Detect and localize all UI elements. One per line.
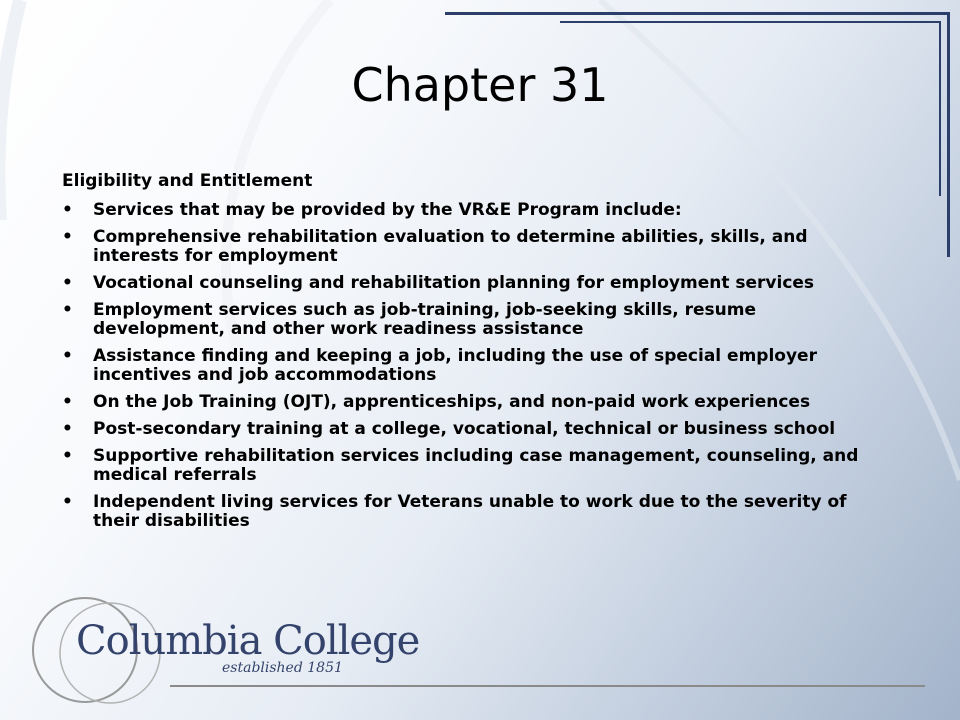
bullet-glyph: •: [62, 200, 73, 220]
frame-line-right-outer: [947, 12, 950, 257]
bullet-item: [62, 228, 892, 266]
bullet-text: Post-secondary training at a college, vocational, technical or business school: [93, 419, 836, 439]
bullet-item: [62, 420, 892, 439]
bullet-glyph: •: [62, 227, 73, 247]
bullet-glyph: •: [62, 392, 73, 412]
logo-tagline: established 1851: [222, 660, 343, 676]
bullet-text: Assistance finding and keeping a job, including the use of special employer incentives and job accommodations: [93, 346, 817, 385]
bullet-item: [62, 493, 892, 531]
bullet-glyph: •: [62, 300, 73, 320]
bullet-text: Services that may be provided by the VR&E Program include:: [93, 200, 682, 220]
logo-wordmark: Columbia College: [76, 618, 420, 664]
bullet-item: [62, 447, 892, 485]
bullet-text: Vocational counseling and rehabilitation planning for employment services: [93, 273, 815, 293]
bullet-glyph: •: [62, 492, 73, 512]
frame-line-top-inner: [560, 21, 941, 23]
bullet-item: [62, 274, 892, 293]
bullet-text: On the Job Training (OJT), apprenticeships, and non-paid work experiences: [93, 392, 811, 412]
bullet-text: Comprehensive rehabilitation evaluation to determine abilities, skills, and interests for employment: [93, 227, 808, 266]
bullet-text: Independent living services for Veterans unable to work due to the severity of their disabilities: [93, 492, 847, 531]
bullet-item: [62, 347, 892, 385]
bullet-text: Supportive rehabilitation services including case management, counseling, and medical referrals: [93, 446, 859, 485]
bullet-item: [62, 301, 892, 339]
section-heading: Eligibility and Entitlement: [62, 171, 313, 191]
bullet-item: [62, 393, 892, 412]
bottom-divider: [170, 685, 925, 687]
bullet-glyph: •: [62, 346, 73, 366]
bullet-glyph: •: [62, 273, 73, 293]
frame-line-top-outer: [445, 12, 950, 15]
bullet-list: [62, 201, 892, 531]
bullet-item: [62, 201, 892, 220]
slide-content: [62, 172, 892, 539]
bullet-glyph: •: [62, 446, 73, 466]
bullet-text: Employment services such as job-training, job-seeking skills, resume development, and other work readiness assistance: [93, 300, 757, 339]
slide-title: Chapter 31: [351, 58, 609, 112]
bullet-glyph: •: [62, 419, 73, 439]
